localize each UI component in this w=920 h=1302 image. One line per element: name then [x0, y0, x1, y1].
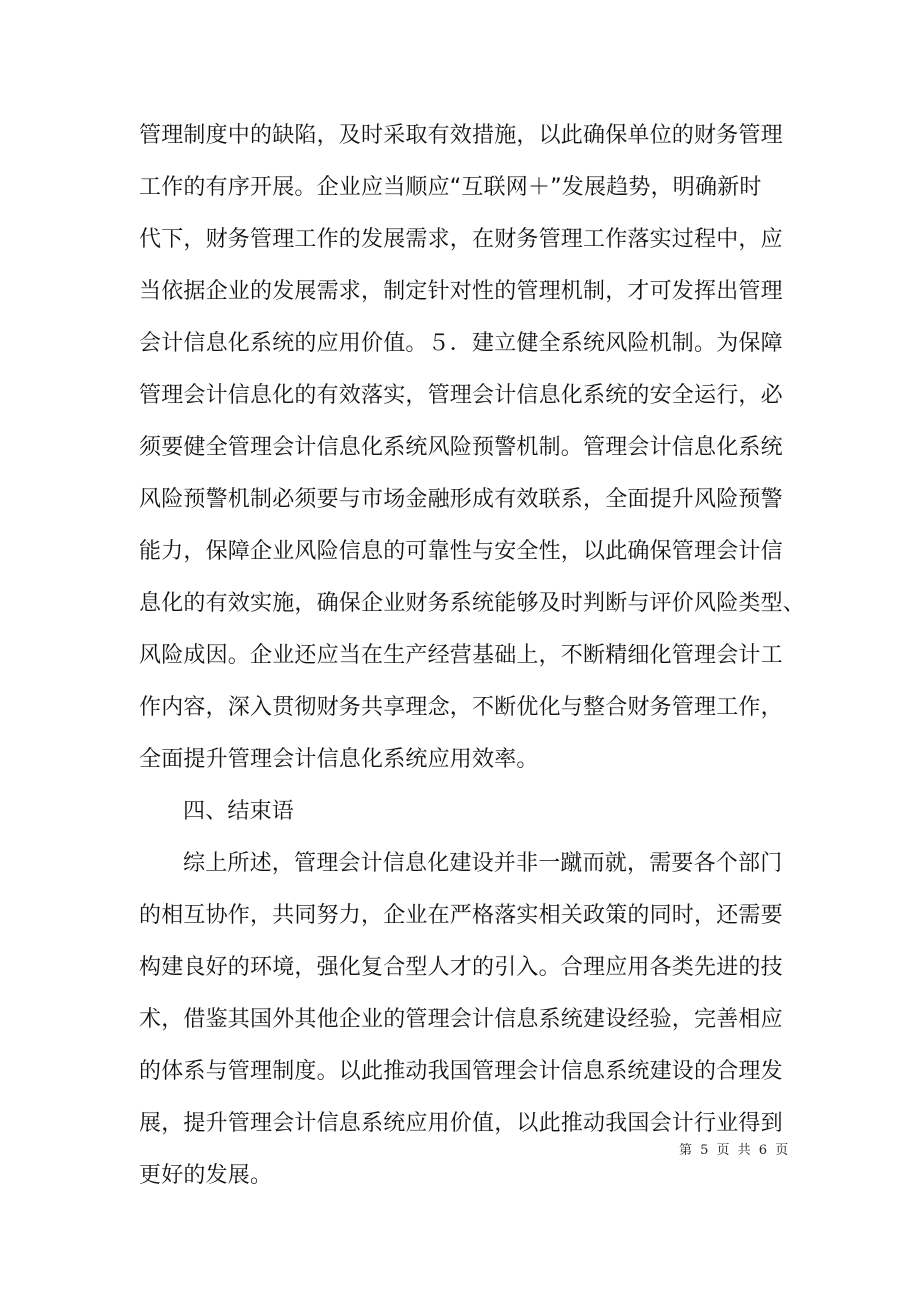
text-line: 展，提升管理会计信息系统应用价值，以此推动我国会计行业得到 — [139, 1111, 783, 1136]
text-line: 能力，保障企业风险信息的可靠性与安全性，以此确保管理会计信 — [139, 539, 783, 564]
text-line: 息化的有效实施，确保企业财务系统能够及时判断与评价风险类型、 — [139, 591, 806, 616]
text-line: 管理制度中的缺陷，及时采取有效措施，以此确保单位的财务管理 — [139, 123, 783, 148]
text-line: 作内容，深入贯彻财务共享理念，不断优化与整合财务管理工作， — [139, 695, 783, 720]
text-line: 当依据企业的发展需求，制定针对性的管理机制，才可发挥出管理 — [139, 279, 783, 304]
text-line: 风险成因。企业还应当在生产经营基础上，不断精细化管理会计工 — [139, 643, 783, 668]
text-line: 构建良好的环境，强化复合型人才的引入。合理应用各类先进的技 — [139, 955, 783, 980]
page-number-footer: 第 5 页 共 6 页 — [679, 1143, 791, 1158]
body-text — [139, 110, 806, 1202]
text-line: 更好的发展。 — [139, 1163, 273, 1188]
text-line: 综上所述，管理会计信息化建设并非一蹴而就，需要各个部门 — [183, 851, 783, 876]
text-line: 管理会计信息化的有效落实，管理会计信息化系统的安全运行，必 — [139, 383, 783, 408]
text-line: 全面提升管理会计信息化系统应用效率。 — [139, 747, 539, 772]
section-heading: 四、结束语 — [183, 799, 295, 824]
text-line: 术，借鉴其国外其他企业的管理会计信息系统建设经验，完善相应 — [139, 1007, 783, 1032]
text-line: 的相互协作，共同努力，企业在严格落实相关政策的同时，还需要 — [139, 903, 783, 928]
text-line: 的体系与管理制度。以此推动我国管理会计信息系统建设的合理发 — [139, 1059, 783, 1084]
text-line: 风险预警机制必须要与市场金融形成有效联系，全面提升风险预警 — [139, 487, 783, 512]
text-line: 会计信息化系统的应用价值。５．建立健全系统风险机制。为保障 — [139, 331, 783, 356]
text-line: 工作的有序开展。企业应当顺应“互联网＋”发展趋势，明确新时 — [139, 175, 762, 200]
text-line: 代下，财务管理工作的发展需求，在财务管理工作落实过程中，应 — [139, 227, 783, 252]
text-line: 须要健全管理会计信息化系统风险预警机制。管理会计信息化系统 — [139, 435, 783, 460]
